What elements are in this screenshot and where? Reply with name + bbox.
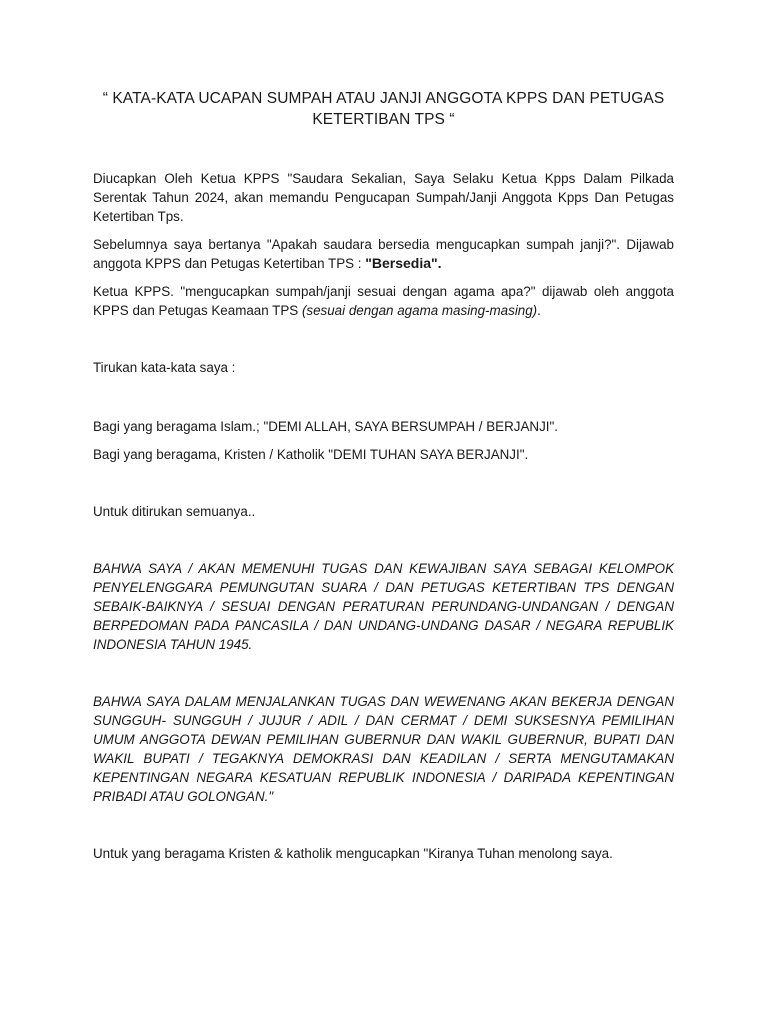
- document-body: [93, 169, 674, 863]
- question2-paragraph: [93, 282, 674, 320]
- closing-paragraph: Untuk yang beragama Kristen & katholik mengucapkan "Kiranya Tuhan menolong saya.: [93, 846, 613, 861]
- oath-paragraph-1: BAHWA SAYA / AKAN MEMENUHI TUGAS DAN KEWAJIBAN SAYA SEBAGAI KELOMPOK PENYELENGGARA PEMUNGUTAN SUARA / DAN PETUGAS KETERTIBAN TPS DENGAN SEBAIK-BAIKNYA / SESUAI DENGAN PERATURAN PERUNDANG-UNDANGAN / DENGAN BERPEDOMAN PADA PANCASILA / DAN UNDANG-UNDANG DASAR / NEGARA REPUBLIK INDONESIA TAHUN 1945.: [93, 561, 674, 652]
- oath-paragraph-2: BAHWA SAYA DALAM MENJALANKAN TUGAS DAN WEWENANG AKAN BEKERJA DENGAN SUNGGUH- SUNGGUH / JUJUR / ADIL / DAN CERMAT / DEMI SUKSESNYA PEMILIHAN UMUM ANGGOTA DEWAN PEMILIHAN GUBERNUR DAN WAKIL GUBERNUR, BUPATI DAN WAKIL BUPATI / TEGAKNYA DEMOKRASI DAN KEADILAN / SERTA MENGUTAMAKAN KEPENTINGAN NEGARA KESATUAN REPUBLIK INDONESIA / DARIPADA KEPENTINGAN PRIBADI ATAU GOLONGAN.": [93, 694, 674, 804]
- question2-text: Ketua KPPS. "mengucapkan sumpah/janji sesuai dengan agama apa?" dijawab oleh anggota KPPS dan Petugas Keamaan TPS: [93, 284, 674, 318]
- repeat-prompt: Tirukan kata-kata saya :: [93, 360, 236, 375]
- islam-oath-line: Bagi yang beragama Islam.; "DEMI ALLAH, SAYA BERSUMPAH / BERJANJI".: [93, 419, 558, 434]
- intro-paragraph: Diucapkan Oleh Ketua KPPS "Saudara Sekalian, Saya Selaku Ketua Kpps Dalam Pilkada Serentak Tahun 2024, akan memandu Pengucapan Sumpah/Janji Anggota Kpps Dan Petugas Ketertiban Tps.: [93, 171, 674, 224]
- question2-end: .: [537, 303, 541, 318]
- question1-paragraph: [93, 235, 674, 273]
- question1-answer: "Bersedia".: [365, 255, 442, 271]
- question1-text: Sebelumnya saya bertanya "Apakah saudara bersedia mengucapkan sumpah janji?". Dijawab anggota KPPS dan Petugas Ketertiban TPS :: [93, 237, 674, 271]
- question2-note: (sesuai dengan agama masing-masing): [301, 303, 538, 318]
- document-title: “ KATA-KATA UCAPAN SUMPAH ATAU JANJI ANGGOTA KPPS DAN PETUGAS KETERTIBAN TPS “: [102, 90, 665, 128]
- all-repeat-prompt: Untuk ditirukan semuanya..: [93, 504, 256, 519]
- christian-oath-line: Bagi yang beragama, Kristen / Katholik "DEMI TUHAN SAYA BERJANJI".: [93, 447, 529, 462]
